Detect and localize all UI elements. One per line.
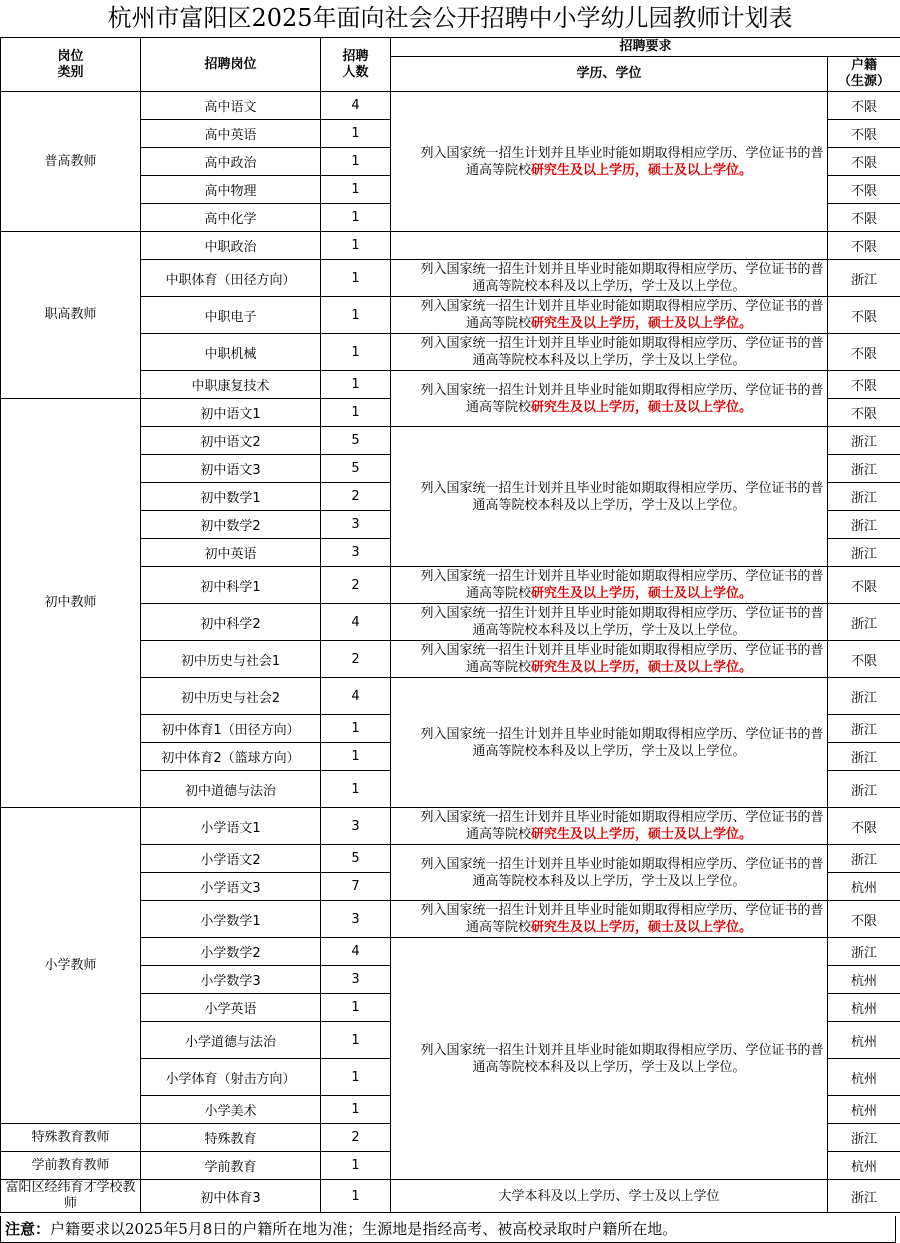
hukou-cell: 浙江 [828,938,900,966]
count-cell: 1 [321,371,391,399]
count-cell: 2 [321,1124,391,1152]
table-header [1,38,900,92]
requirement-cell [391,938,828,1180]
requirement-cell [391,604,828,641]
hukou-cell: 不限 [828,204,900,232]
requirement-text: 列入国家统一招生计划并且毕业时能如期取得相应学历、学位证书的普通高等院校本科及以上学历，学士及以上学位。 [420,856,824,889]
position-cell: 高中英语 [141,120,321,148]
category-cell: 小学教师 [1,808,141,1124]
requirement-cell [391,641,828,678]
hukou-cell: 杭州 [828,873,900,901]
count-cell: 1 [321,176,391,204]
count-cell: 7 [321,873,391,901]
position-cell: 高中政治 [141,148,321,176]
table-row [1,232,900,260]
hukou-cell: 浙江 [828,845,900,873]
hukou-cell: 浙江 [828,511,900,539]
requirement-text: 列入国家统一招生计划并且毕业时能如期取得相应学历、学位证书的普通高等院校本科及以上学历，学士及以上学位。 [420,606,824,638]
count-cell: 1 [321,232,391,260]
requirement-cell [391,678,828,808]
count-cell: 3 [321,511,391,539]
hukou-cell: 杭州 [828,994,900,1022]
count-cell: 4 [321,938,391,966]
requirement-cell [391,1180,828,1213]
category-cell: 普高教师 [1,92,141,232]
recruitment-table [0,37,900,1213]
requirement-highlight: 研究生及以上学历，硕士及以上学位。 [531,586,753,601]
position-cell: 初中英语 [141,539,321,567]
position-cell: 初中科学1 [141,567,321,604]
count-cell: 3 [321,901,391,938]
hukou-cell: 不限 [828,297,900,334]
hukou-cell: 浙江 [828,743,900,771]
position-cell: 高中语文 [141,92,321,120]
requirement-text: 列入国家统一招生计划并且毕业时能如期取得相应学历、学位证书的普通高等院校本科及以上学历，学士及以上学位。 [420,726,824,759]
hukou-cell: 浙江 [828,260,900,297]
category-cell: 富阳区经纬育才学校教师 [1,1180,141,1213]
hukou-cell: 不限 [828,92,900,120]
position-cell: 初中历史与社会1 [141,641,321,678]
requirement-highlight: 研究生及以上学历，硕士及以上学位。 [531,316,753,331]
col-header-category: 岗位 类别 [1,38,141,92]
position-cell: 初中科学2 [141,604,321,641]
count-cell: 4 [321,604,391,641]
count-cell: 3 [321,539,391,567]
count-cell: 1 [321,1180,391,1213]
position-cell: 小学语文1 [141,808,321,845]
requirement-highlight: 研究生及以上学历，硕士及以上学位。 [531,827,753,842]
requirement-cell [391,334,828,371]
table-body [1,92,900,1213]
count-cell: 1 [321,715,391,743]
hukou-cell: 杭州 [828,1096,900,1124]
requirement-cell [391,567,828,604]
hukou-cell: 不限 [828,232,900,260]
col-header-education: 学历、学位 [391,57,828,92]
requirement-cell [391,260,828,297]
col-header-position: 招聘岗位 [141,38,321,92]
hukou-cell: 浙江 [828,1124,900,1152]
requirement-text: 列入国家统一招生计划并且毕业时能如期取得相应学历、学位证书的普通高等院校 [420,903,824,935]
position-cell: 中职机械 [141,334,321,371]
requirement-highlight: 研究生及以上学历，硕士及以上学位。 [531,660,753,675]
count-cell: 1 [321,297,391,334]
hukou-cell: 杭州 [828,1059,900,1096]
footnote: 注意：户籍要求以2025年5月8日的户籍所在地为准；生源地是指经高考、被高校录取时户籍所在地。 [0,1216,896,1243]
position-cell: 小学英语 [141,994,321,1022]
hukou-cell: 浙江 [828,455,900,483]
position-cell: 初中体育3 [141,1180,321,1213]
position-cell: 初中数学1 [141,483,321,511]
position-cell: 初中体育2（篮球方向） [141,743,321,771]
requirement-cell [391,427,828,567]
category-cell: 特殊教育教师 [1,1124,141,1152]
requirement-cell [391,232,828,260]
requirement-text: 列入国家统一招生计划并且毕业时能如期取得相应学历、学位证书的普通高等院校 [420,810,824,842]
requirement-text: 列入国家统一招生计划并且毕业时能如期取得相应学历、学位证书的普通高等院校 [420,382,824,415]
count-cell: 2 [321,483,391,511]
hukou-cell: 浙江 [828,1180,900,1213]
count-cell: 1 [321,148,391,176]
position-cell: 初中语文3 [141,455,321,483]
position-cell: 初中语文1 [141,399,321,427]
count-cell: 5 [321,427,391,455]
count-cell: 1 [321,334,391,371]
hukou-cell: 不限 [828,120,900,148]
position-cell: 小学数学3 [141,966,321,994]
position-cell: 中职电子 [141,297,321,334]
category-cell: 职高教师 [1,232,141,399]
position-cell: 初中历史与社会2 [141,678,321,715]
position-cell: 初中数学2 [141,511,321,539]
hukou-cell: 不限 [828,148,900,176]
position-cell: 小学语文3 [141,873,321,901]
count-cell: 1 [321,743,391,771]
hukou-cell: 不限 [828,567,900,604]
requirement-cell [391,845,828,901]
hukou-cell: 浙江 [828,483,900,511]
hukou-cell: 杭州 [828,1022,900,1059]
position-cell: 小学美术 [141,1096,321,1124]
count-cell: 4 [321,92,391,120]
hukou-cell: 浙江 [828,427,900,455]
hukou-cell: 不限 [828,901,900,938]
position-cell: 高中物理 [141,176,321,204]
category-cell: 初中教师 [1,399,141,808]
table-row [1,92,900,120]
hukou-cell: 浙江 [828,715,900,743]
hukou-cell: 不限 [828,641,900,678]
hukou-cell: 浙江 [828,604,900,641]
hukou-cell: 不限 [828,808,900,845]
requirement-cell [391,808,828,845]
count-cell: 1 [321,399,391,427]
count-cell: 4 [321,678,391,715]
hukou-cell: 不限 [828,371,900,399]
count-cell: 1 [321,1096,391,1124]
requirement-highlight: 研究生及以上学历，硕士及以上学位。 [531,920,753,935]
position-cell: 中职政治 [141,232,321,260]
count-cell: 1 [321,994,391,1022]
position-cell: 高中化学 [141,204,321,232]
count-cell: 1 [321,260,391,297]
requirement-highlight: 研究生及以上学历，硕士及以上学位。 [531,162,753,178]
hukou-cell: 浙江 [828,539,900,567]
position-cell: 小学语文2 [141,845,321,873]
count-cell: 2 [321,567,391,604]
count-cell: 3 [321,966,391,994]
count-cell: 5 [321,455,391,483]
requirement-text: 列入国家统一招生计划并且毕业时能如期取得相应学历、学位证书的普通高等院校 [420,569,824,601]
requirement-text: 大学本科及以上学历、学士及以上学位 [498,1188,720,1204]
col-header-hukou: 户籍 （生源） [828,57,900,92]
count-cell: 1 [321,1152,391,1180]
position-cell: 小学数学2 [141,938,321,966]
position-cell: 初中体育1（田径方向） [141,715,321,743]
requirement-cell [391,371,828,427]
page-title: 杭州市富阳区2025年面向社会公开招聘中小学幼儿园教师计划表 [107,4,793,32]
requirement-text: 列入国家统一招生计划并且毕业时能如期取得相应学历、学位证书的普通高等院校 [420,145,824,178]
requirement-highlight: 研究生及以上学历，硕士及以上学位。 [531,399,753,415]
position-cell: 中职康复技术 [141,371,321,399]
count-cell: 1 [321,771,391,808]
position-cell: 小学数学1 [141,901,321,938]
hukou-cell: 不限 [828,176,900,204]
hukou-cell: 杭州 [828,966,900,994]
count-cell: 2 [321,641,391,678]
requirement-text: 列入国家统一招生计划并且毕业时能如期取得相应学历、学位证书的普通高等院校本科及以上学历，学士及以上学位。 [420,480,824,513]
hukou-cell: 不限 [828,399,900,427]
requirement-text: 列入国家统一招生计划并且毕业时能如期取得相应学历、学位证书的普通高等院校本科及以上学历，学士及以上学位。 [420,336,824,368]
col-header-count: 招聘 人数 [321,38,391,92]
position-cell: 初中道德与法治 [141,771,321,808]
position-cell: 特殊教育 [141,1124,321,1152]
requirement-text: 列入国家统一招生计划并且毕业时能如期取得相应学历、学位证书的普通高等院校本科及以上学历，学士及以上学位。 [420,1042,824,1075]
count-cell: 1 [321,204,391,232]
requirement-text: 列入国家统一招生计划并且毕业时能如期取得相应学历、学位证书的普通高等院校 [420,299,824,331]
category-cell: 学前教育教师 [1,1152,141,1180]
position-cell: 小学道德与法治 [141,1022,321,1059]
count-cell: 3 [321,808,391,845]
count-cell: 5 [321,845,391,873]
hukou-cell: 浙江 [828,771,900,808]
requirement-text: 列入国家统一招生计划并且毕业时能如期取得相应学历、学位证书的普通高等院校 [420,643,824,675]
position-cell: 初中语文2 [141,427,321,455]
col-header-requirements: 招聘要求 [391,38,900,57]
table-row [1,1180,900,1213]
hukou-cell: 杭州 [828,1152,900,1180]
requirement-cell [391,901,828,938]
count-cell: 1 [321,1059,391,1096]
count-cell: 1 [321,120,391,148]
hukou-cell: 浙江 [828,678,900,715]
position-cell: 小学体育（射击方向） [141,1059,321,1096]
requirement-text: 列入国家统一招生计划并且毕业时能如期取得相应学历、学位证书的普通高等院校本科及以上学历，学士及以上学位。 [420,262,824,294]
requirement-cell [391,92,828,232]
hukou-cell: 不限 [828,334,900,371]
count-cell: 1 [321,1022,391,1059]
requirement-cell [391,297,828,334]
position-cell: 中职体育（田径方向） [141,260,321,297]
table-row [1,808,900,845]
position-cell: 学前教育 [141,1152,321,1180]
